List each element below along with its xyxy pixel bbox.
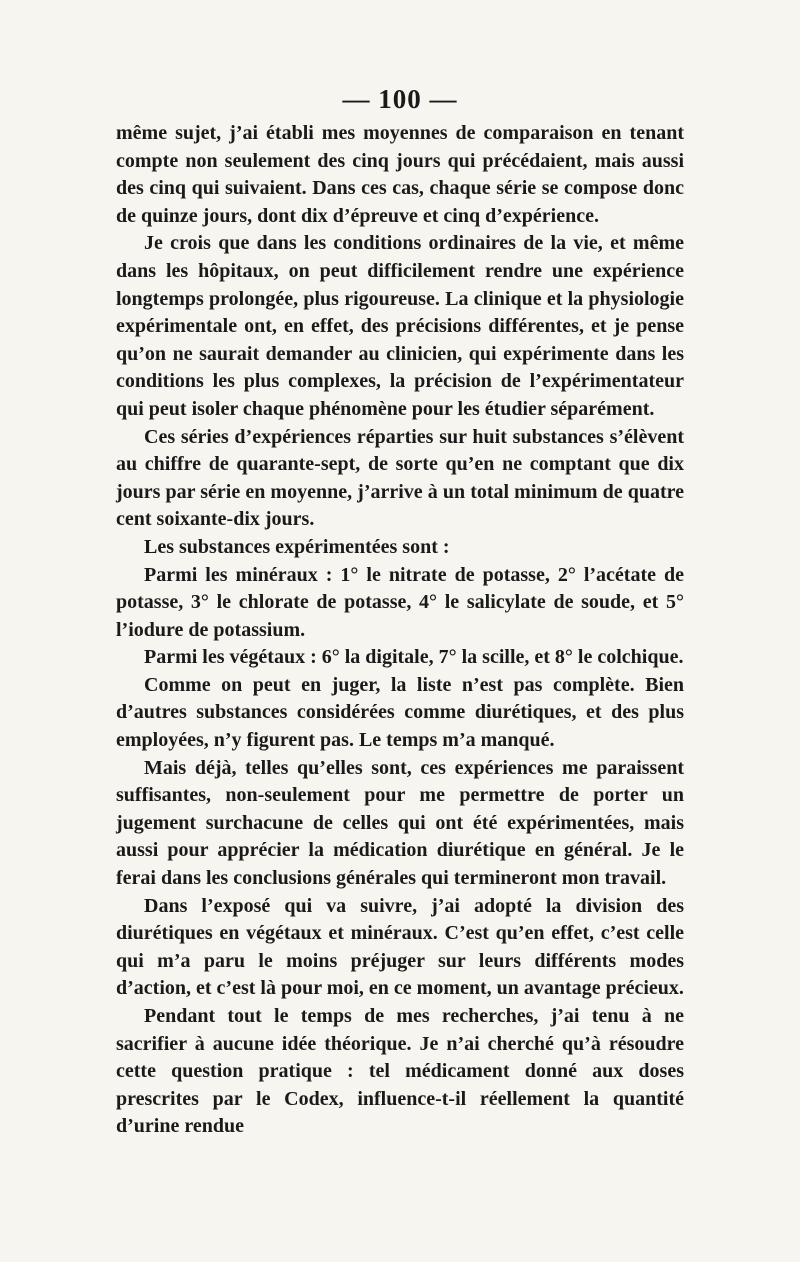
paragraph-vegetables: Parmi les végétaux : 6° la digitale, 7° la scille, et 8° le colchique. xyxy=(144,646,684,669)
paragraph-substances-intro: Les substances expérimentées sont : xyxy=(144,535,450,558)
paragraph-continuation: même sujet, j’ai établi mes moyennes de comparaison en tenant compte non seulement des cinq jours qui précédaient, mais aussi des cinq qui suivaient. Dans ces cas, chaque série se compose donc de quinze jours, dont dix d’épreuve et cinq d’expérience. xyxy=(116,122,684,227)
page-number: — 100 — xyxy=(342,84,458,114)
paragraph-research: Pendant tout le temps de mes recherches, j’ai tenu à ne sacrifier à aucune idée théorique. Je n’ai cherché qu’à résoudre cette question pratique : tel médicament donné aux doses prescrites par le Codex, influence-t-il réellement la quantité d’urine rendue xyxy=(116,1005,684,1138)
paragraph-division: Dans l’exposé qui va suivre, j’ai adopté la division des diurétiques en végétaux et minéraux. C’est qu’en effet, c’est celle qui m’a paru le moins préjuger sur leurs différents modes d’action, et c’est là pour moi, en ce moment, un avantage précieux. xyxy=(116,894,684,1000)
paragraph-minerals: Parmi les minéraux : 1° le nitrate de potasse, 2° l’acétate de potasse, 3° le chlorate de potasse, 4° le salicylate de soude, et 5° l’iodure de potassium. xyxy=(116,563,684,641)
paragraph-conditions: Je crois que dans les conditions ordinaires de la vie, et même dans les hôpitaux, on peut difficilement rendre une expérience longtemps prolongée, plus rigoureuse. La clinique et la physiologie expérimentale ont, en effet, des précisions différentes, et je pense qu’on ne saurait demander au clinicien, qui expérimente dans les conditions les plus complexes, la précision de l’expérimentateur qui peut isoler chaque phénomène pour les étudier séparément. xyxy=(116,232,684,420)
book-page xyxy=(116,0,684,1262)
paragraph-sufficient: Mais déjà, telles qu’elles sont, ces expériences me paraissent suffisantes, non-seulement pour me permettre de porter un jugement surchacune de celles qui ont été expérimentées, mais aussi pour apprécier la médication diurétique en général. Je le ferai dans les conclusions générales qui termineront mon travail. xyxy=(116,756,684,890)
body-text xyxy=(116,120,684,1141)
paragraph-incomplete-list: Comme on peut en juger, la liste n’est pas complète. Bien d’autres substances considérées comme diurétiques, et des plus employées, n’y figurent pas. Le temps m’a manqué. xyxy=(116,673,684,752)
paragraph-series-count: Ces séries d’expériences réparties sur huit substances s’élèvent au chiffre de quarante-sept, de sorte qu’en ne comptant que dix jours par série en moyenne, j’arrive à un total minimum de quatre cent soixante-dix jours. xyxy=(116,425,684,531)
